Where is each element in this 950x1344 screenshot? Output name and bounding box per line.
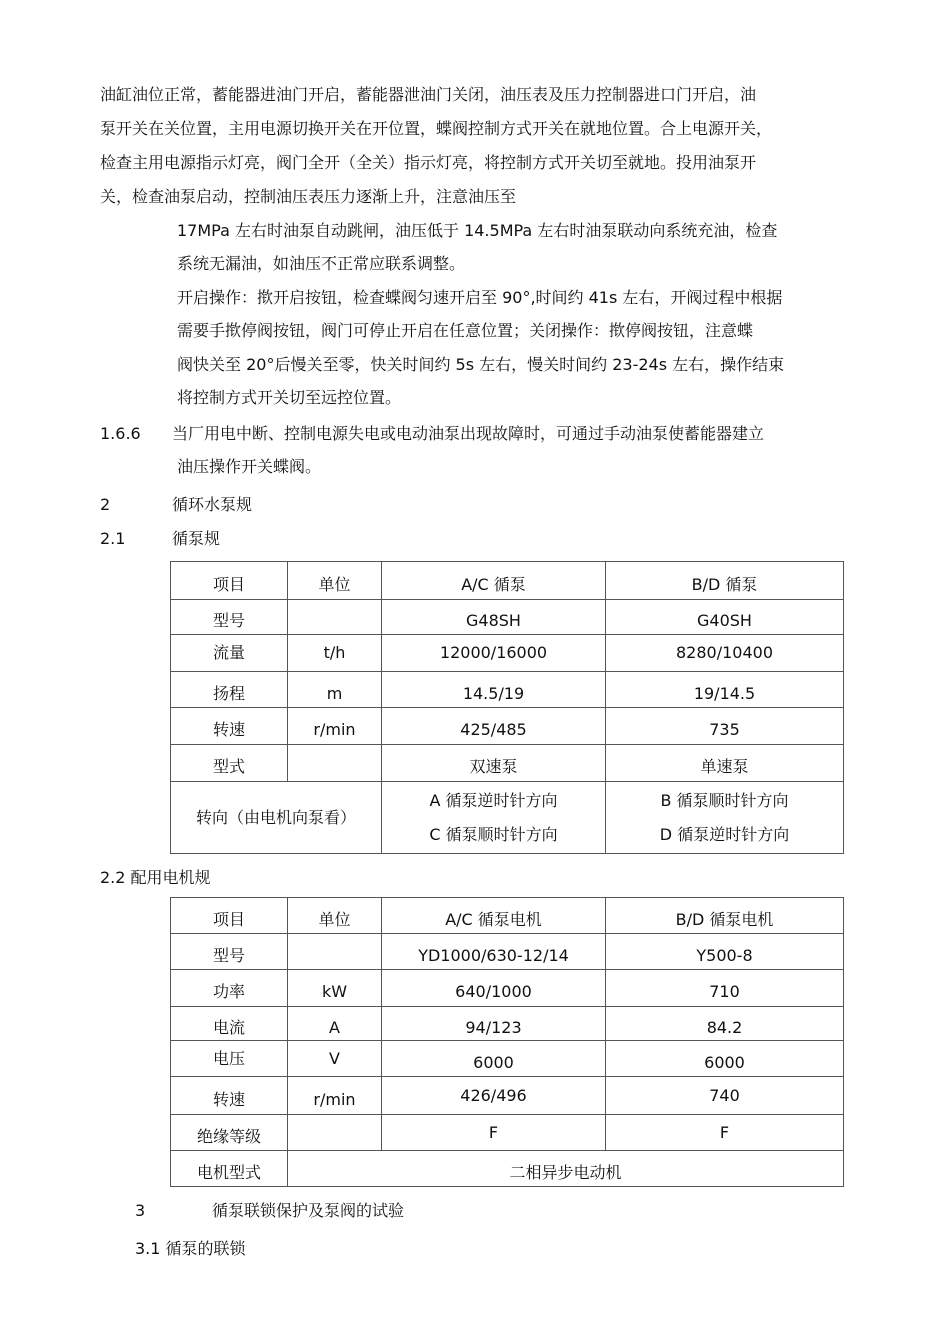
- row-unit: [288, 1115, 382, 1151]
- direction-b: B 循泵顺时针方向: [660, 790, 789, 810]
- direction-label: 转向（由电机向泵看）: [171, 782, 382, 854]
- row-ac-value: 94/123: [382, 1007, 606, 1041]
- direction-c: C 循泵顺时针方向: [429, 824, 558, 844]
- motor-table-header-row: [171, 898, 844, 934]
- indent-line-1: 17MPa 左右时油泵自动跳闸，油压低于 14.5MPa 左右时油泵联动向系统充油，检查: [177, 221, 778, 240]
- row-unit: [288, 934, 382, 970]
- header-item: 项目: [171, 898, 288, 934]
- row-ac-value: F: [382, 1115, 606, 1151]
- header-item: 项目: [171, 562, 288, 600]
- row-bd-value: 740: [606, 1077, 844, 1115]
- table-row: [171, 600, 844, 635]
- table-row: [171, 934, 844, 970]
- section-2-number: 2: [100, 495, 111, 514]
- table-row: [171, 1007, 844, 1041]
- row-unit: r/min: [288, 1077, 382, 1115]
- row-unit: r/min: [288, 708, 382, 745]
- row-unit: kW: [288, 970, 382, 1007]
- row-bd-value: 单速泵: [606, 745, 844, 782]
- row-bd-value: 6000: [606, 1041, 844, 1077]
- table-row: [171, 745, 844, 782]
- row-ac-value: G48SH: [382, 600, 606, 635]
- indent-line-4: 需要手揿停阀按钮，阀门可停止开启在任意位置；关闭操作：揿停阀按钮，注意蝶: [177, 321, 754, 340]
- row-unit: m: [288, 672, 382, 708]
- header-unit: 单位: [288, 562, 382, 600]
- table-row: [171, 1077, 844, 1115]
- table-row: [171, 970, 844, 1007]
- indent-line-6: 将控制方式开关切至远控位置。: [177, 388, 402, 407]
- pump-spec-table: [170, 561, 844, 854]
- section-1-6-6-number: 1.6.6: [100, 424, 141, 443]
- header-ac-motor: A/C 循泵电机: [382, 898, 606, 934]
- table-row: [171, 635, 844, 672]
- row-label: 转速: [171, 708, 288, 745]
- intro-line-1: 油缸油位正常，蓄能器进油门开启，蓄能器泄油门关闭，油压表及压力控制器进口门开启，油: [100, 85, 757, 104]
- direction-bd: [606, 782, 844, 854]
- section-3-title: 循泵联锁保护及泵阀的试验: [212, 1201, 405, 1220]
- row-label: 功率: [171, 970, 288, 1007]
- table-row: [171, 1115, 844, 1151]
- row-bd-value: 84.2: [606, 1007, 844, 1041]
- header-unit: 单位: [288, 898, 382, 934]
- row-unit: [288, 745, 382, 782]
- row-label: 绝缘等级: [171, 1115, 288, 1151]
- direction-a: A 循泵逆时针方向: [429, 790, 558, 810]
- row-bd-value: Y500-8: [606, 934, 844, 970]
- table-row-motor-type: [171, 1151, 844, 1187]
- row-ac-value: 双速泵: [382, 745, 606, 782]
- row-bd-value: 8280/10400: [606, 635, 844, 672]
- row-unit: [288, 600, 382, 635]
- indent-line-2: 系统无漏油，如油压不正常应联系调整。: [177, 254, 466, 273]
- row-label: 型号: [171, 934, 288, 970]
- header-bd-motor: B/D 循泵电机: [606, 898, 844, 934]
- row-bd-value: 19/14.5: [606, 672, 844, 708]
- row-ac-value: 6000: [382, 1041, 606, 1077]
- intro-line-3: 检查主用电源指示灯亮，阀门全开（全关）指示灯亮，将控制方式开关切至就地。投用油泵开: [100, 153, 757, 172]
- row-label: 电流: [171, 1007, 288, 1041]
- intro-line-4: 关，检查油泵启动，控制油压表压力逐渐上升，注意油压至: [100, 187, 517, 206]
- motor-type-label: 电机型式: [171, 1151, 288, 1187]
- motor-spec-table: [170, 897, 844, 1187]
- row-unit: V: [288, 1041, 382, 1077]
- row-ac-value: 426/496: [382, 1077, 606, 1115]
- direction-d: D 循泵逆时针方向: [659, 824, 790, 844]
- row-bd-value: 710: [606, 970, 844, 1007]
- row-ac-value: 640/1000: [382, 970, 606, 1007]
- intro-line-2: 泵开关在关位置，主用电源切换开关在开位置，蝶阀控制方式开关在就地位置。合上电源开关，: [100, 119, 773, 138]
- table-row: [171, 708, 844, 745]
- row-label: 转速: [171, 1077, 288, 1115]
- section-1-6-6-line2: 油压操作开关蝶阀。: [177, 457, 322, 476]
- table-row-direction: [171, 782, 844, 854]
- section-2-2-title: 2.2 配用电机规: [100, 868, 211, 887]
- section-3-1-title: 3.1 循泵的联锁: [135, 1239, 246, 1258]
- pump-table-header-row: [171, 562, 844, 600]
- motor-type-value: 二相异步电动机: [288, 1151, 844, 1187]
- row-unit: A: [288, 1007, 382, 1041]
- header-ac-pump: A/C 循泵: [382, 562, 606, 600]
- row-ac-value: YD1000/630-12/14: [382, 934, 606, 970]
- row-label: 扬程: [171, 672, 288, 708]
- table-row: [171, 672, 844, 708]
- indent-line-3: 开启操作：揿开启按钮，检查蝶阀匀速开启至 90°,时间约 41s 左右，开阀过程中根据: [177, 288, 783, 307]
- row-ac-value: 14.5/19: [382, 672, 606, 708]
- row-unit: t/h: [288, 635, 382, 672]
- row-ac-value: 12000/16000: [382, 635, 606, 672]
- row-label: 流量: [171, 635, 288, 672]
- table-row: [171, 1041, 844, 1077]
- row-label: 型号: [171, 600, 288, 635]
- header-bd-pump: B/D 循泵: [606, 562, 844, 600]
- row-label: 电压: [171, 1041, 288, 1077]
- row-label: 型式: [171, 745, 288, 782]
- section-2-1-number: 2.1: [100, 529, 126, 548]
- section-3-number: 3: [135, 1201, 146, 1220]
- section-2-1-title: 循泵规: [172, 529, 221, 548]
- section-1-6-6-line1: 当厂用电中断、控制电源失电或电动油泵出现故障时，可通过手动油泵使蓄能器建立: [172, 424, 765, 443]
- row-bd-value: F: [606, 1115, 844, 1151]
- section-2-title: 循环水泵规: [172, 495, 253, 514]
- row-bd-value: G40SH: [606, 600, 844, 635]
- direction-ac: [382, 782, 606, 854]
- row-ac-value: 425/485: [382, 708, 606, 745]
- row-bd-value: 735: [606, 708, 844, 745]
- indent-line-5: 阀快关至 20°后慢关至零，快关时间约 5s 左右，慢关时间约 23-24s 左右，操作结束: [177, 355, 785, 374]
